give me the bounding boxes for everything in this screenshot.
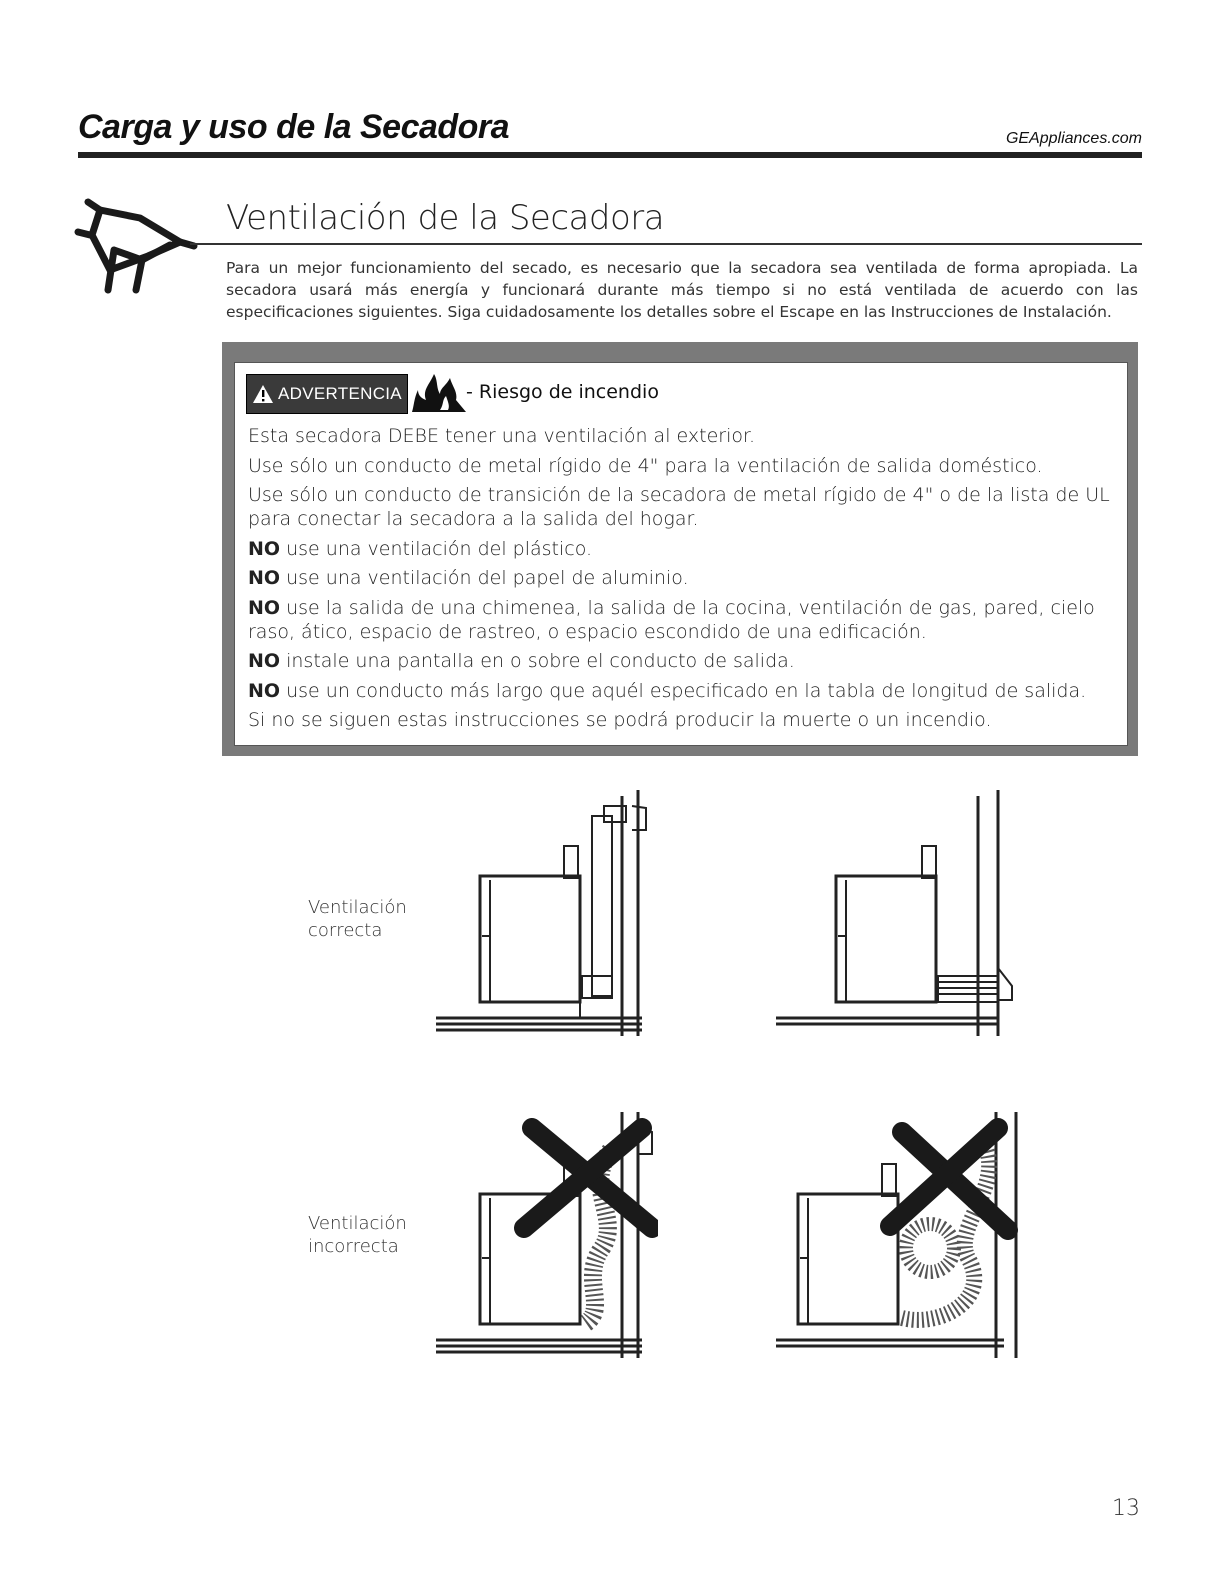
- no-keyword: NO: [248, 567, 281, 589]
- no-item-text: use un conducto más largo que aquél especificado en la tabla de longitud de salida.: [286, 679, 1087, 702]
- no-item-text: use una ventilación del papel de aluminio.: [286, 567, 689, 589]
- page-number: 13: [1112, 1496, 1140, 1521]
- no-keyword: NO: [248, 537, 281, 560]
- no-item-text: instale una pantalla en o sobre el conducto de salida.: [286, 650, 795, 672]
- no-item-text: use la salida de una chimenea, la salida de la cocina, ventilación de gas, pared, cielo raso, ático, espacio de rastreo, o espacio escondido de una edificación.: [248, 596, 1095, 643]
- chapter-title: Carga y uso de la Secadora: [78, 108, 510, 146]
- header-divider: [78, 152, 1142, 158]
- dryer-vent-icon: [70, 190, 200, 300]
- warning-triangle-icon: [252, 384, 274, 404]
- correct-venting-label: Ventilación correcta: [308, 897, 407, 941]
- warning-badge-label: ADVERTENCIA: [278, 384, 402, 403]
- warning-line: Esta secadora DEBE tener una ventilación al exterior.: [248, 425, 756, 447]
- warning-closing: Si no se siguen estas instrucciones se podrá producir la muerte o un incendio.: [248, 709, 992, 731]
- warning-badge: [246, 374, 408, 414]
- section-divider: [190, 243, 1142, 245]
- incorrect-vent-flexible-duct-diagram: [432, 1108, 658, 1360]
- correct-vent-rigid-duct-diagram: [432, 786, 652, 1038]
- intro-paragraph: Para un mejor funcionamiento del secado, es necesario que la secadora sea ventilada de forma apropiada. La secadora usará más energía y funcionará durante más tiempo si no está ventilada de acuerdo con las especificaciones siguientes. Siga cuidadosamente los detalles sobre el Escape en las Instrucciones de Instalación.: [226, 259, 1138, 321]
- warning-no-item: [248, 596, 1118, 644]
- warning-body: [248, 424, 1118, 738]
- no-keyword: NO: [248, 650, 281, 672]
- no-keyword: NO: [248, 596, 281, 619]
- incorrect-vent-coiled-duct-diagram: [772, 1108, 1028, 1360]
- warning-line: Use sólo un conducto de transición de la secadora de metal rígido de 4" o de la lista de UL para conectar la secadora a la salida del hogar.: [248, 484, 1110, 530]
- warning-title: - Riesgo de incendio: [466, 381, 659, 403]
- section-title: Ventilación de la Secadora: [226, 198, 665, 238]
- fire-hazard-icon: [410, 370, 468, 414]
- site-url: GEAppliances.com: [1005, 130, 1142, 147]
- warning-no-item: [248, 537, 1118, 561]
- warning-line: Use sólo un conducto de metal rígido de 4" para la ventilación de salida doméstico.: [248, 454, 1043, 477]
- warning-no-item: [248, 649, 1118, 673]
- warning-no-item: [248, 566, 1118, 590]
- warning-no-item: [248, 679, 1118, 703]
- incorrect-venting-label: Ventilación incorrecta: [308, 1213, 407, 1257]
- no-keyword: NO: [248, 679, 281, 702]
- correct-vent-straight-duct-diagram: [772, 786, 1022, 1038]
- no-item-text: use una ventilación del plástico.: [286, 537, 593, 560]
